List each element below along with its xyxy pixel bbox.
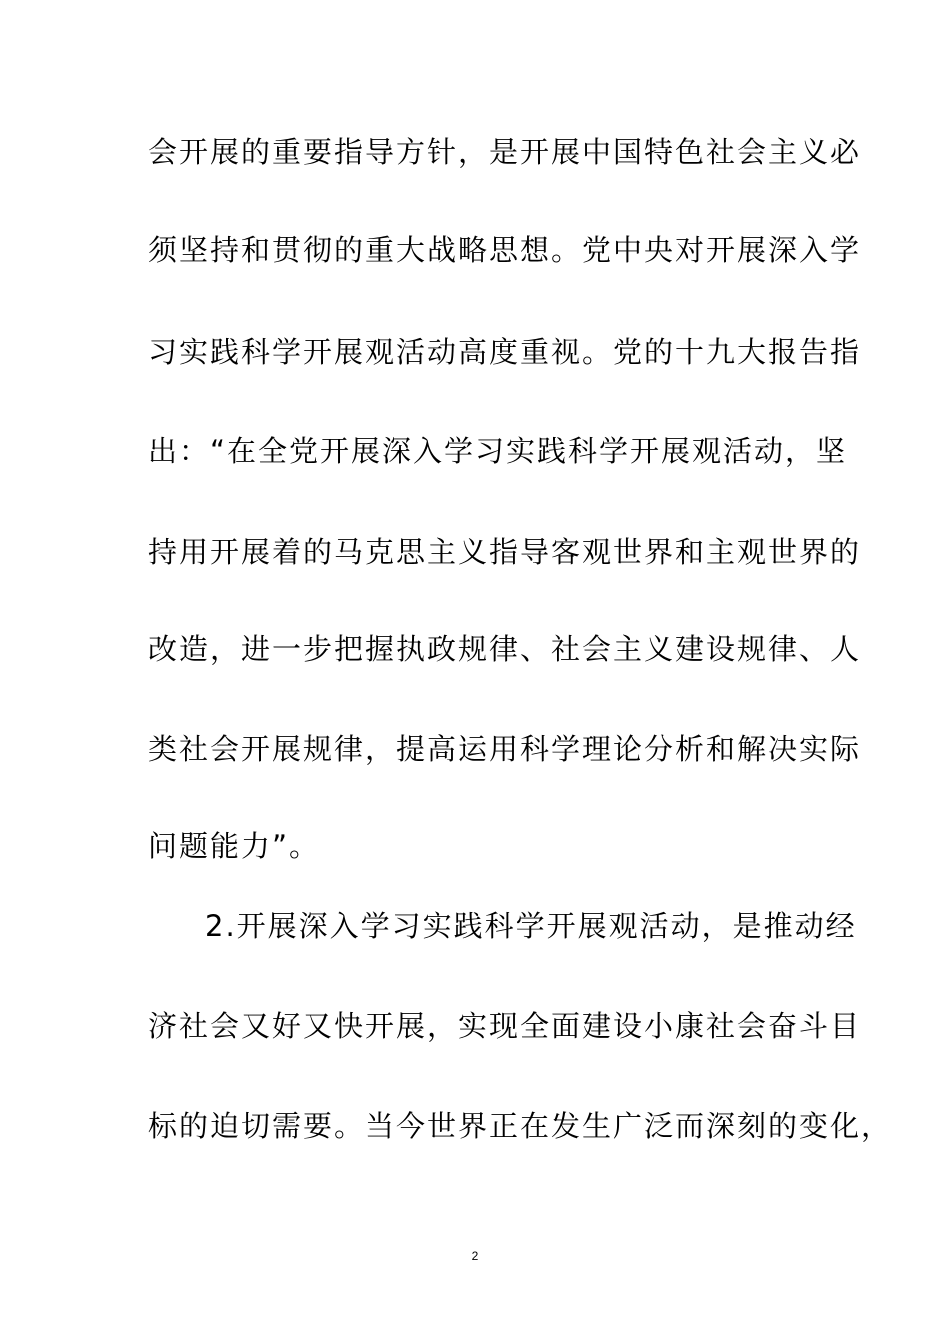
paragraph-1-line-1: 会开展的重要指导方针，是开展中国特色社会主义必 — [148, 135, 862, 169]
paragraph-2-line-3: 标的迫切需要。当今世界正在发生广泛而深刻的变化， — [148, 1109, 893, 1143]
paragraph-1-line-5: 持用开展着的马克思主义指导客观世界和主观世界的 — [148, 535, 862, 569]
paragraph-1-line-4: 出：“在全党开展深入学习实践科学开展观活动，坚 — [148, 434, 848, 468]
paragraph-1-line-7: 类社会开展规律，提高运用科学理论分析和解决实际 — [148, 732, 862, 766]
paragraph-1-line-6: 改造，进一步把握执政规律、社会主义建设规律、人 — [148, 632, 862, 666]
paragraph-2-line-1: 2.开展深入学习实践科学开展观活动，是推动经 — [205, 909, 857, 943]
paragraph-1-line-8: 问题能力”。 — [148, 829, 321, 863]
paragraph-1-line-3: 习实践科学开展观活动高度重视。党的十九大报告指 — [148, 335, 862, 369]
paragraph-1-line-2: 须坚持和贯彻的重大战略思想。党中央对开展深入学 — [148, 233, 862, 267]
page-number: 2 — [471, 1249, 479, 1263]
paragraph-2-line-2: 济社会又好又快开展，实现全面建设小康社会奋斗目 — [148, 1009, 862, 1043]
